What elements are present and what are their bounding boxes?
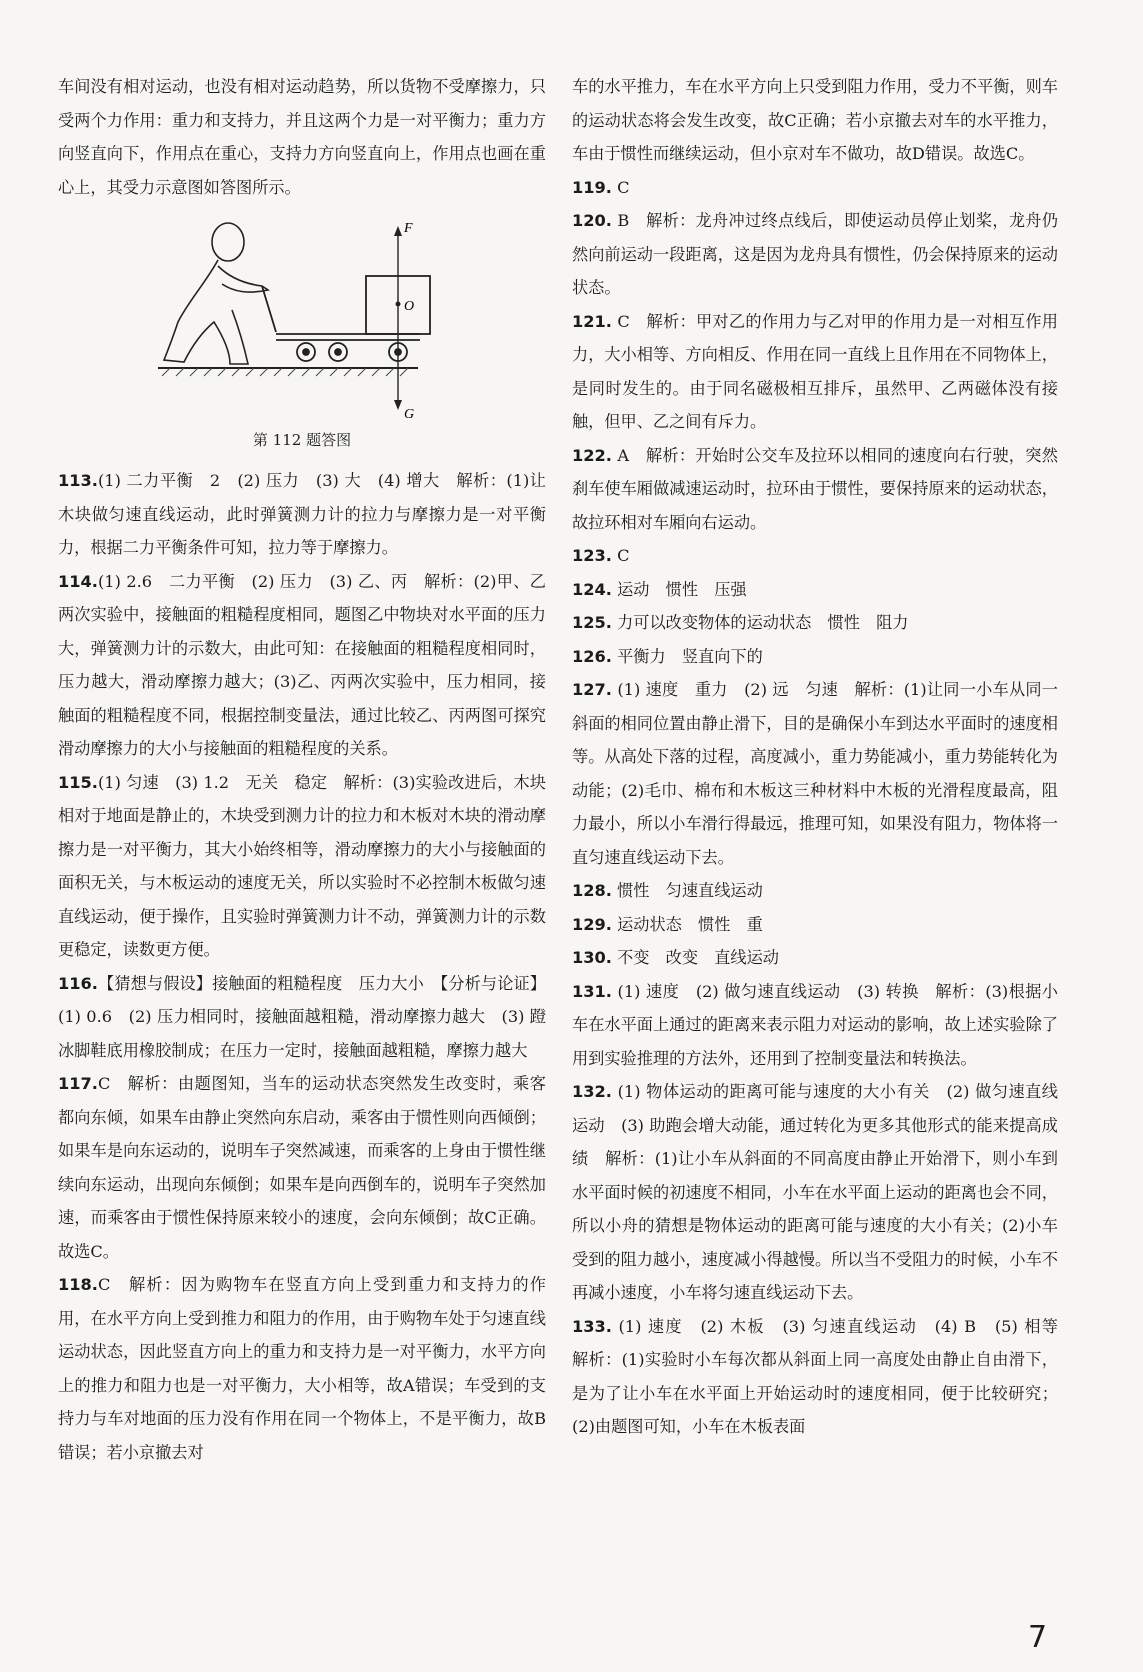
- answer-127: [572, 673, 1058, 874]
- answer-120: [572, 204, 1058, 305]
- answer-figure-112: [58, 204, 546, 464]
- answer-text: (1) 速度 重力 (2) 远 匀速 解析：(1)让同一小车从同一斜面的相同位置由静止滑下，目的是确保小车到达水平面时的速度相等。从高处下落的过程，高度减小，重力势能减小，重力势能转化为动能；(2)毛巾、棉布和木板这三种材料中木板的光滑程度最高，阻力最小，所以小车滑行得最远，推理可知，如果没有阻力，物体将一直匀速直线运动下去。: [572, 680, 1058, 867]
- answer-text: (1) 二力平衡 2 (2) 压力 (3) 大 (4) 增大 解析：(1)让木块做匀速直线运动，此时弹簧测力计的拉力与摩擦力是一对平衡力，根据二力平衡条件可知，拉力等于摩擦力。: [58, 471, 546, 557]
- answer-number: 126.: [572, 646, 612, 666]
- answer-text: C 解析：由题图知，当车的运动状态突然发生改变时，乘客都向东倾，如果车由静止突然向东启动，乘客由于惯性则向西倾倒；如果车是向东运动的，说明车子突然减速，而乘客的上身由于惯性继续向东运动，出现向东倾倒；如果车是向西倒车的，说明车子突然加速，而乘客由于惯性保持原来较小的速度，会向东倾倒；故C正确。故选C。: [58, 1074, 546, 1261]
- answer-text: (1) 匀速 (3) 1.2 无关 稳定 解析：(3)实验改进后，木块相对于地面是静止的，木块受到测力计的拉力和木板对木块的滑动摩擦力是一对平衡力，其大小始终相等，滑动摩擦力的大小与接触面的面积无关，与木板运动的速度无关，所以实验时不必控制木板做匀速直线运动，便于操作，且实验时弹簧测力计不动，弹簧测力计的示数更稳定，读数更方便。: [58, 772, 546, 959]
- answer-text: 平衡力 竖直向下的: [617, 646, 763, 666]
- answer-number: 119.: [572, 177, 612, 197]
- answer-114: [58, 565, 546, 766]
- answer-number: 123.: [572, 546, 612, 565]
- answer-124: [572, 573, 1058, 607]
- figure-caption: 第 112 题答图: [252, 431, 352, 449]
- answer-number: 130.: [572, 948, 612, 967]
- right-column: [572, 70, 1075, 1444]
- answer-number: 121.: [572, 311, 612, 331]
- answer-text: 力可以改变物体的运动状态 惯性 阻力: [617, 613, 909, 632]
- answer-118: [58, 1268, 546, 1469]
- answer-130: [572, 941, 1058, 975]
- answer-129: [572, 908, 1058, 942]
- answer-text: (1) 物体运动的距离可能与速度的大小有关 (2) 做匀速直线运动 (3) 助跑会增大动能，通过转化为更多其他形式的能来提高成绩 解析：(1)让小车从斜面的不同高度由静止开始滑下，则小车到水平面时候的初速度不相同，小车在水平面上运动的距离也会不同，所以小舟的猜想是物体运动的距离可能与速度的大小有关；(2)小车受到的阻力越小，速度减小得越慢。所以当不受阻力的时候，小车不再减小速度，小车将匀速直线运动下去。: [572, 1082, 1058, 1302]
- answer-113: [58, 464, 546, 565]
- label-O: O: [404, 299, 415, 314]
- answer-text: 运动状态 惯性 重: [617, 914, 763, 934]
- answer-number: 128.: [572, 881, 612, 900]
- answer-text: C: [617, 546, 630, 565]
- answer-number: 133.: [572, 1316, 612, 1336]
- answer-132: [572, 1075, 1058, 1310]
- page-number: 7: [1028, 1620, 1048, 1655]
- answer-text: (1) 速度 (2) 做匀速直线运动 (3) 转换 解析：(3)根据小车在水平面上通过的距离来表示阻力对运动的影响，故上述实验除了用到实验推理的方法外，还用到了控制变量法和转换法。: [572, 981, 1058, 1068]
- answer-number: 114.: [58, 571, 98, 591]
- answer-number: 117.: [58, 1074, 98, 1093]
- intro-paragraph: 车间没有相对运动，也没有相对运动趋势，所以货物不受摩擦力，只受两个力作用：重力和支持力，并且这两个力是一对平衡力；重力方向竖直向下，作用点在重心，支持力方向竖直向上，作用点也画在重心上，其受力示意图如答图所示。: [58, 77, 546, 197]
- answer-text: (1) 2.6 二力平衡 (2) 压力 (3) 乙、丙 解析：(2)甲、乙两次实验中，接触面的粗糙程度相同，题图乙中物块对水平面的压力大，弹簧测力计的示数大，由此可知：在接触面的粗糙程度相同时，压力越大，滑动摩擦力越大；(3)乙、丙两次实验中，压力相同，接触面的粗糙程度不同，根据控制变量法，通过比较乙、丙两图可探究滑动摩擦力的大小与接触面的粗糙程度的关系。: [58, 571, 546, 758]
- answer-116: [58, 967, 546, 1068]
- answer-number: 125.: [572, 613, 612, 632]
- label-F: F: [404, 222, 413, 236]
- answer-text: 【猜想与假设】接触面的粗糙程度 压力大小 【分析与论证】(1) 0.6 (2) 压力相同时，接触面越粗糙，滑动摩擦力越大 (3) 蹬冰脚鞋底用橡胶制成；在压力一定时，接触面越粗糙，摩擦力越大: [58, 973, 546, 1060]
- answer-text: (1) 速度 (2) 木板 (3) 匀速直线运动 (4) B (5) 相等 解析：(1)实验时小车每次都从斜面上同一高度处由静止自由滑下，是为了让小车在水平面上开始运动时的速度相同，便于比较研究；(2)由题图可知，小车在木板表面: [572, 1316, 1075, 1436]
- answer-text: 惯性 匀速直线运动: [617, 881, 763, 900]
- answer-117: [58, 1067, 546, 1268]
- continuation-paragraph: 车的水平推力，车在水平方向上只受到阻力作用，受力不平衡，则车的运动状态将会发生改变，故C正确；若小京撤去对车的水平推力，车由于惯性而继续运动，但小京对车不做功，故D错误。故选C。: [572, 77, 1058, 163]
- answer-text: C 解析：甲对乙的作用力与乙对甲的作用力是一对相互作用力，大小相等、方向相反、作用在同一直线上且作用在不同物体上，是同时发生的。由于同名磁极相互排斥，虽然甲、乙两磁体没有接触，但甲、乙之间有斥力。: [572, 311, 1058, 431]
- answer-number: 129.: [572, 914, 612, 934]
- answer-128: [572, 874, 1058, 908]
- answer-number: 127.: [572, 680, 612, 699]
- answer-125: [572, 606, 1058, 640]
- answer-121: [572, 305, 1058, 439]
- label-G: G: [404, 407, 415, 422]
- answer-text: A 解析：开始时公交车及拉环以相同的速度向右行驶，突然刹车使车厢做减速运动时，拉环由于惯性，要保持原来的运动状态，故拉环相对车厢向右运动。: [572, 445, 1058, 532]
- answer-number: 113.: [58, 471, 98, 490]
- answer-126: [572, 640, 1058, 674]
- answer-text: C: [617, 177, 630, 197]
- answer-number: 131.: [572, 981, 612, 1001]
- answer-number: 118.: [58, 1275, 98, 1294]
- answer-number: 124.: [572, 579, 612, 599]
- answer-122: [572, 439, 1058, 540]
- answer-number: 132.: [572, 1082, 612, 1101]
- answer-number: 115.: [58, 772, 98, 792]
- answer-131: [572, 975, 1058, 1076]
- answer-number: 116.: [58, 973, 98, 993]
- answer-number: 122.: [572, 445, 612, 465]
- answer-number: 120.: [572, 211, 612, 230]
- cart: [262, 286, 420, 361]
- answer-133: [572, 1310, 1075, 1444]
- answer-119: [572, 171, 1058, 205]
- person-figure: [164, 223, 268, 364]
- answer-text: C 解析：因为购物车在竖直方向上受到重力和支持力的作用，在水平方向上受到推力和阻力的作用，由于购物车处于匀速直线运动状态，因此竖直方向上的重力和支持力是一对平衡力，水平方向上的推力和阻力也是一对平衡力，大小相等，故A错误；车受到的支持力与车对地面的压力没有作用在同一个物体上，不是平衡力，故B错误；若小京撤去对: [58, 1275, 546, 1462]
- left-column: [58, 70, 546, 1469]
- answer-123: [572, 539, 1058, 573]
- answer-115: [58, 766, 546, 967]
- answer-text: B 解析：龙舟冲过终点线后，即使运动员停止划桨，龙舟仍然向前运动一段距离，这是因为龙舟具有惯性，仍会保持原来的运动状态。: [572, 211, 1058, 297]
- answer-text: 不变 改变 直线运动: [617, 948, 779, 967]
- force-diagram: [158, 222, 478, 422]
- answer-text: 运动 惯性 压强: [617, 579, 747, 599]
